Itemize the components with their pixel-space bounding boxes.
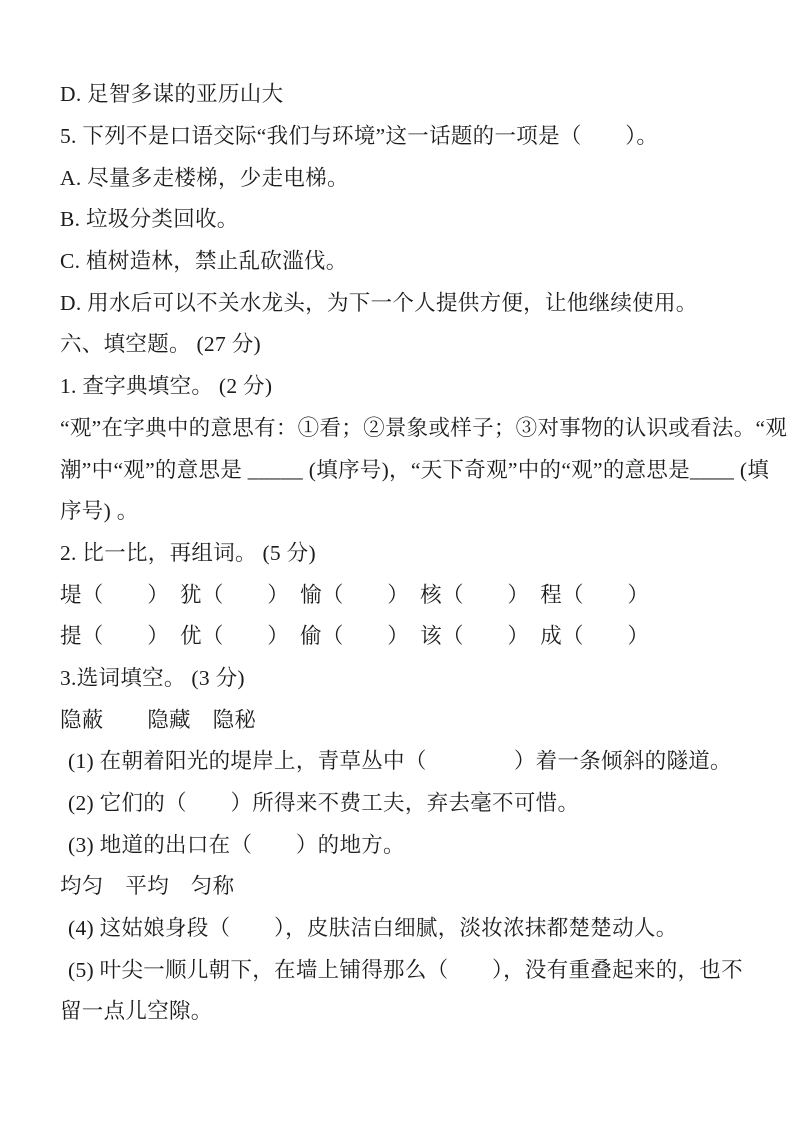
q6-3-item-1: (1) 在朝着阳光的堤岸上，青草丛中（ ）着一条倾斜的隧道。 bbox=[68, 749, 732, 774]
q6-3-item-5-line-1: (5) 叶尖一顺儿朝下，在墙上铺得那么（ ），没有重叠起来的，也不 bbox=[68, 957, 743, 982]
q5-option-a: A. 尽量多走楼梯，少走电梯。 bbox=[60, 165, 349, 190]
q6-3-item-4: (4) 这姑娘身段（ ），皮肤洁白细腻，淡妆浓抹都楚楚动人。 bbox=[68, 916, 678, 941]
q6-2-row-2: 提（ ） 优（ ） 偷（ ） 该（ ） 成（ ） bbox=[60, 624, 650, 649]
q6-2-row-1: 堤（ ） 犹（ ） 愉（ ） 核（ ） 程（ ） bbox=[60, 582, 650, 607]
q6-1-title: 1. 查字典填空。 (2 分) bbox=[60, 374, 273, 399]
q5-option-c: C. 植树造林，禁止乱砍滥伐。 bbox=[60, 249, 348, 274]
question-5: 5. 下列不是口语交际“我们与环境”这一话题的一项是（ ）。 bbox=[60, 124, 659, 149]
q6-3-title: 3.选词填空。 (3 分) bbox=[60, 665, 245, 690]
q6-3-item-2: (2) 它们的（ ）所得来不费工夫，弃去毫不可惜。 bbox=[68, 791, 580, 816]
section-6-heading: 六、填空题。 (27 分) bbox=[60, 332, 261, 357]
q6-1-body-line-1: “观”在字典中的意思有：①看；②景象或样子；③对事物的认识或看法。“观 bbox=[60, 415, 788, 440]
q6-3-word-bank-2: 均匀 平均 匀称 bbox=[60, 874, 235, 899]
q5-option-d: D. 用水后可以不关水龙头，为下一个人提供方便，让他继续使用。 bbox=[60, 290, 698, 315]
q5-option-b: B. 垃圾分类回收。 bbox=[60, 207, 239, 232]
q6-3-item-3: (3) 地道的出口在（ ）的地方。 bbox=[68, 832, 405, 857]
q6-3-item-5-line-2: 留一点儿空隙。 bbox=[60, 999, 213, 1024]
q6-2-title: 2. 比一比，再组词。 (5 分) bbox=[60, 540, 316, 565]
q6-1-body-line-3: 序号) 。 bbox=[60, 499, 139, 524]
q6-3-word-bank-1: 隐蔽 隐藏 隐秘 bbox=[60, 707, 257, 732]
q6-1-body-line-2: 潮”中“观”的意思是 _____ (填序号)，“天下奇观”中的“观”的意思是____ (填 bbox=[60, 457, 770, 482]
q4-option-d: D. 足智多谋的亚历山大 bbox=[60, 82, 284, 107]
